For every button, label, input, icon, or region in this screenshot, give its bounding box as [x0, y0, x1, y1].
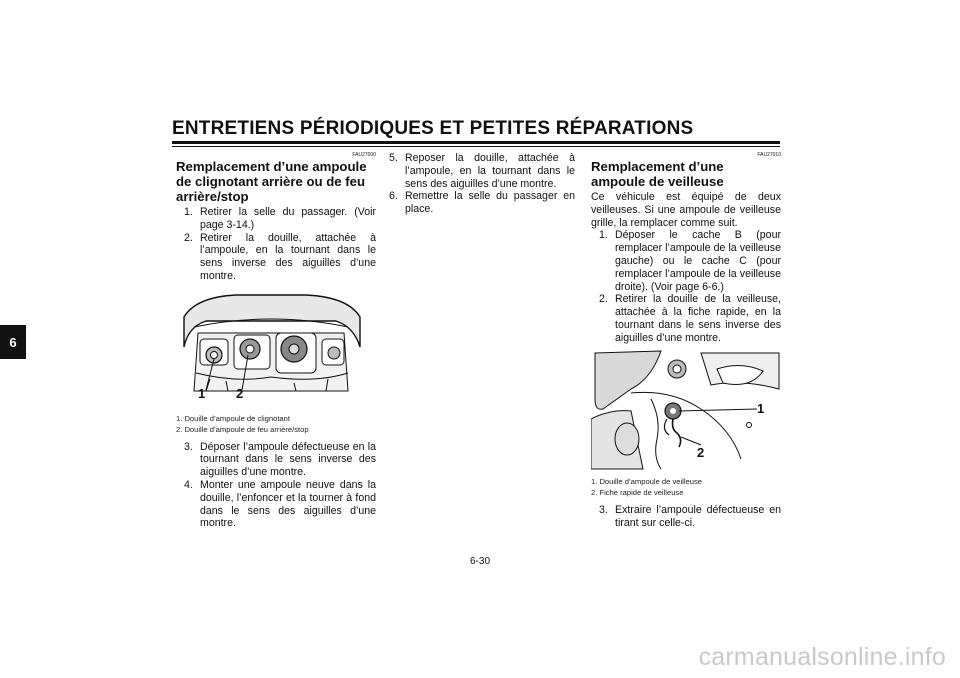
step-number: 6. [389, 190, 398, 203]
step-number: 1. [184, 206, 193, 218]
caption-item: 2. Douille d’ampoule de feu arrière/stop [176, 424, 309, 434]
figure-captions [176, 413, 376, 435]
step-item [184, 479, 376, 530]
figure-captions [591, 476, 781, 498]
step-text: Déposer l’ampoule défectueuse en la tournant dans le sens inverse des aiguilles d’une montre. [200, 440, 376, 479]
step-item [389, 152, 575, 190]
page-header-title: ENTRETIENS PÉRIODIQUES ET PETITES RÉPARATIONS [172, 118, 694, 139]
step-text: Extraire l’ampoule défectueuse en tirant sur celle-ci. [615, 504, 781, 530]
left-column [176, 152, 376, 530]
steps-list [176, 206, 376, 283]
step-number: 2. [184, 231, 193, 244]
caption-item: 1. Douille d’ampoule de veilleuse [591, 477, 703, 487]
step-item [184, 232, 376, 283]
header-rule-thin [172, 146, 780, 147]
step-item [184, 441, 376, 479]
chapter-tab: 6 [0, 325, 26, 359]
section-title: Remplacement d’une ampoule de veilleuse [591, 159, 724, 189]
watermark-link[interactable]: carmanualsonline.info [698, 643, 946, 671]
step-text: Déposer le cache B (pour remplacer l’ampoule de la veilleuse gauche) ou le cache C (pour remplacer l’ampoule de la veilleuse droite). (Voir page 6-6.) [615, 229, 781, 293]
section-intro: Ce véhicule est équipé de deux veilleuses. Si une ampoule de veilleuse grille, la remplacer comme suit. [591, 191, 781, 229]
tail-light-sockets-illustration [176, 287, 366, 407]
step-text: Reposer la douille, attachée à l’ampoule, en la tournant dans le sens des aiguilles d’une montre. [405, 152, 575, 190]
position-light-illustration [591, 349, 781, 471]
callout-1: 1 [198, 385, 206, 401]
middle-column [389, 152, 575, 216]
steps-list [176, 441, 376, 531]
step-text: Retirer la selle du passager. (Voir page 3-14.) [200, 206, 376, 231]
step-item [599, 504, 781, 530]
page-number: 6-30 [469, 556, 490, 567]
step-item [389, 190, 575, 216]
steps-list [591, 504, 781, 530]
step-item [599, 293, 781, 344]
caption-item: 2. Fiche rapide de veilleuse [591, 488, 684, 498]
step-number: 2. [599, 293, 608, 306]
step-text: Monter une ampoule neuve dans la douille, l’enfoncer et la tourner à fond dans le sens des aiguilles d’une montre. [200, 478, 376, 530]
right-column [591, 152, 781, 530]
step-text: Remettre la selle du passager en place. [405, 190, 575, 216]
step-number: 3. [599, 504, 608, 517]
step-number: 1. [599, 229, 608, 242]
step-text: Retirer la douille, attachée à l’ampoule, en la tournant dans le sens inverse des aiguilles d’une montre. [200, 231, 376, 282]
step-number: 4. [184, 478, 193, 491]
step-item [184, 206, 376, 232]
step-text: Retirer la douille de la veilleuse, attachée à la fiche rapide, en la tournant dans le sens inverse des aiguilles d’une montre. [615, 293, 781, 344]
step-item [599, 229, 781, 293]
section-title: Remplacement d’une ampoule de clignotant arrière ou de feu arrière/stop [176, 159, 367, 204]
callout-1: 1 [757, 400, 765, 416]
caption-item: 1. Douille d’ampoule de clignotant [176, 413, 290, 423]
header-rule-thick [172, 141, 780, 144]
callout-2: 2 [236, 385, 244, 401]
callout-2: 2 [697, 444, 705, 460]
step-number: 3. [184, 440, 193, 453]
step-number: 5. [389, 152, 398, 164]
steps-list [389, 152, 575, 216]
section-code: FAU27000 [352, 152, 376, 158]
section-code: FAU27010 [757, 152, 781, 158]
steps-list [591, 229, 781, 344]
